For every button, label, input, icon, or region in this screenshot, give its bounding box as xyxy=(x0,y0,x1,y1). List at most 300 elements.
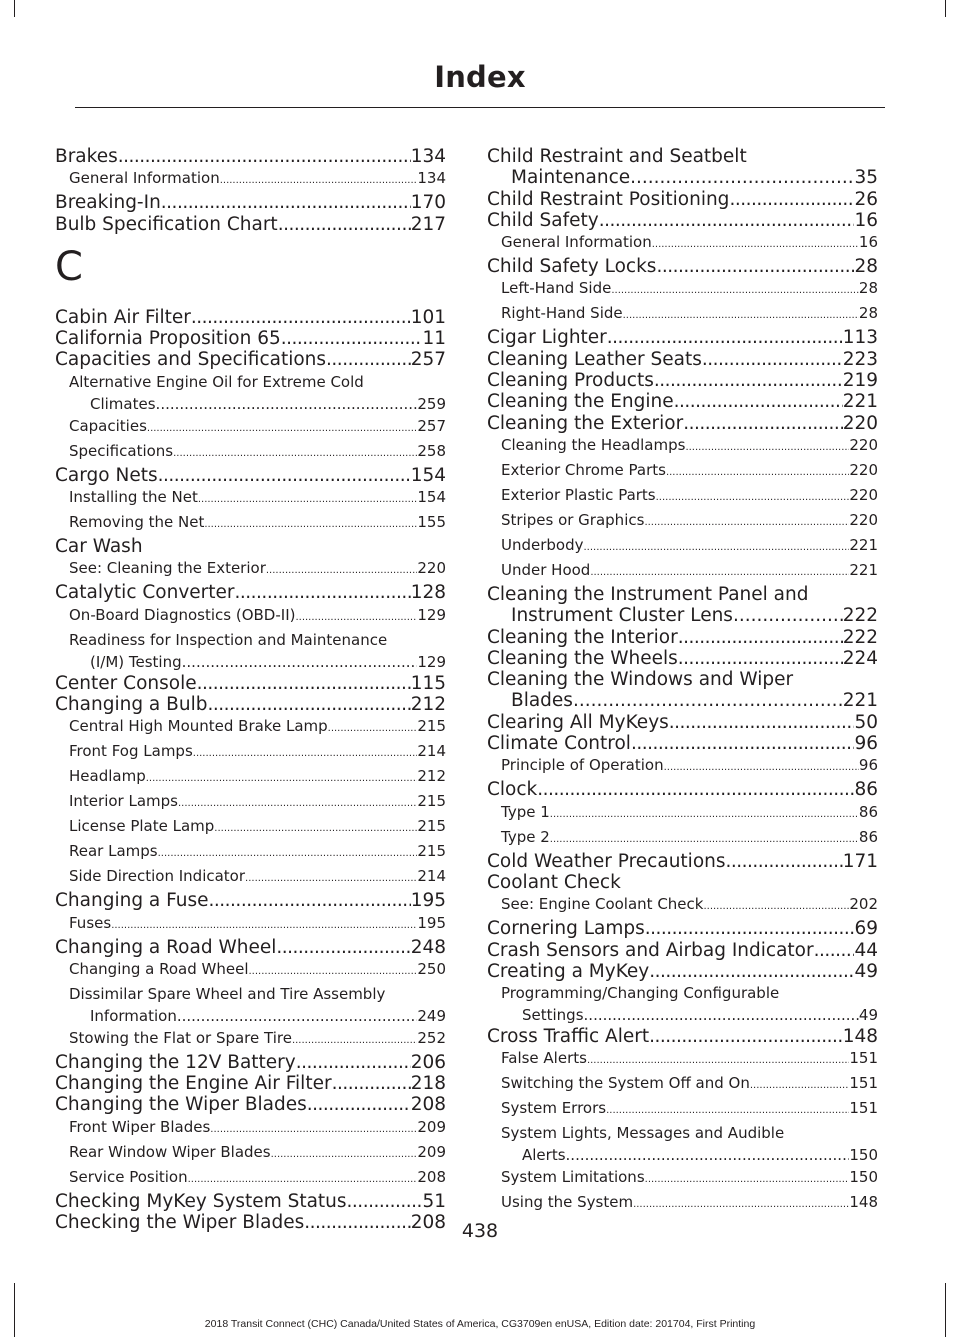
index-entry-text: Right-Hand Side xyxy=(501,304,623,323)
index-entry[interactable] xyxy=(487,779,878,800)
index-entry-text: Stowing the Flat or Spare Tire xyxy=(69,1028,292,1047)
index-subentry[interactable] xyxy=(487,559,878,584)
dot-leader xyxy=(182,651,418,673)
index-page-ref: 69 xyxy=(854,918,878,940)
index-entry-row xyxy=(487,779,878,800)
index-page-ref: 257 xyxy=(410,349,446,371)
index-subentry[interactable] xyxy=(55,790,446,815)
index-entry-text: Child Safety xyxy=(487,209,599,231)
index-entry-row xyxy=(487,1191,878,1216)
dot-leader xyxy=(198,489,418,511)
index-entry-row xyxy=(487,256,878,277)
dot-leader xyxy=(197,673,411,694)
index-entry-row xyxy=(487,851,878,872)
dot-leader xyxy=(726,851,843,872)
index-subentry[interactable] xyxy=(55,765,446,790)
index-entry-text: Front Fog Lamps xyxy=(69,742,193,761)
dot-leader xyxy=(271,1144,418,1166)
index-page-ref: 148 xyxy=(842,1026,878,1048)
index-entry-text: General Information xyxy=(501,233,652,252)
index-entry-row xyxy=(55,307,446,328)
index-entry-text: Cleaning the Interior xyxy=(487,626,678,648)
index-page-ref: 28 xyxy=(858,304,878,323)
index-entry-text: False Alerts xyxy=(501,1049,587,1068)
dot-leader xyxy=(281,328,423,349)
index-entry[interactable] xyxy=(55,1052,446,1073)
index-entry[interactable] xyxy=(55,1191,446,1212)
index-entry-text: Headlamp xyxy=(69,767,146,786)
index-page-ref: 221 xyxy=(842,391,878,413)
index-subentry[interactable] xyxy=(487,434,878,459)
index-entry-row xyxy=(55,912,446,937)
index-entry-row xyxy=(55,958,446,983)
index-entry-row xyxy=(487,509,878,534)
index-entry[interactable] xyxy=(487,733,878,754)
index-entry-continuation: Settings xyxy=(522,1006,584,1025)
index-page-ref: 222 xyxy=(842,605,878,627)
dot-leader xyxy=(188,1169,418,1191)
index-entry-text: Child Safety Locks xyxy=(487,256,657,278)
index-entry[interactable] xyxy=(487,584,878,627)
dot-leader xyxy=(111,915,417,937)
index-entry-text: Catalytic Converter xyxy=(55,582,235,604)
index-entry-row xyxy=(487,210,878,231)
index-entry-row xyxy=(55,765,446,790)
index-page-ref: 170 xyxy=(410,192,446,214)
dot-leader xyxy=(685,437,849,459)
index-entry[interactable] xyxy=(55,890,446,911)
index-entry-text: Changing a Bulb xyxy=(55,693,208,715)
index-entry[interactable] xyxy=(487,648,878,669)
index-entry[interactable] xyxy=(487,669,878,712)
index-page-ref: 150 xyxy=(849,1168,878,1187)
index-subentry[interactable] xyxy=(55,511,446,536)
index-entry-text: Service Position xyxy=(69,1167,188,1186)
dot-leader xyxy=(207,694,410,715)
index-page-ref: 215 xyxy=(417,817,446,836)
index-page-ref: 129 xyxy=(417,605,446,624)
index-entry-row xyxy=(55,651,446,673)
index-entry[interactable] xyxy=(487,327,878,348)
dot-leader xyxy=(606,1100,849,1122)
index-page-ref: 220 xyxy=(849,485,878,504)
index-entry-text: Dissimilar Spare Wheel and Tire Assembly xyxy=(69,984,386,1003)
dot-leader xyxy=(587,1050,849,1072)
index-entry-row xyxy=(487,940,878,961)
dot-leader xyxy=(296,1052,411,1073)
index-entry-text: Clock xyxy=(487,779,538,801)
index-entry[interactable] xyxy=(55,937,446,958)
index-entry-row xyxy=(55,694,446,715)
index-entry[interactable] xyxy=(487,940,878,961)
index-entry-text: Front Wiper Blades xyxy=(69,1117,211,1136)
index-entry-row xyxy=(487,534,878,559)
index-entry-text: Capacities xyxy=(69,416,147,435)
dot-leader xyxy=(814,940,855,961)
dot-leader xyxy=(678,648,843,669)
index-page-ref: 250 xyxy=(417,959,446,978)
dot-leader xyxy=(566,1144,850,1166)
index-entry-text: Side Direction Indicator xyxy=(69,867,246,886)
index-page-ref: 96 xyxy=(858,756,878,775)
index-page-ref: 195 xyxy=(410,890,446,912)
index-entry-row xyxy=(487,627,878,648)
dot-leader xyxy=(649,961,854,982)
index-entry-text: Stripes or Graphics xyxy=(501,510,645,529)
index-entry-text: Underbody xyxy=(501,535,584,554)
index-entry-text: Creating a MyKey xyxy=(487,960,650,982)
index-entry-text: Using the System xyxy=(501,1193,634,1212)
index-entry[interactable] xyxy=(487,872,878,893)
footer-text: 2018 Transit Connect (CHC) Canada/United States of America, CG3709en enUSA, Edition date: 201704, First Printing xyxy=(204,1318,756,1330)
index-subentry[interactable] xyxy=(55,167,446,192)
dot-leader xyxy=(584,1004,859,1026)
index-entry-row xyxy=(487,1026,878,1047)
index-entry[interactable] xyxy=(487,961,878,982)
index-page-ref: 208 xyxy=(410,1212,446,1234)
dot-leader xyxy=(147,418,417,440)
index-entry-text: Exterior Chrome Parts xyxy=(501,460,666,479)
dot-leader xyxy=(750,1075,850,1097)
index-subentry[interactable] xyxy=(487,231,878,256)
index-entry-row xyxy=(487,605,878,626)
index-entry-text: Cleaning Products xyxy=(487,370,654,392)
index-page-ref: 16 xyxy=(854,209,878,231)
header-rule xyxy=(75,107,885,108)
index-entry[interactable] xyxy=(55,307,446,328)
index-subentry[interactable] xyxy=(487,1122,878,1166)
index-entry[interactable] xyxy=(55,1094,446,1115)
index-entry-row xyxy=(55,840,446,865)
index-page-ref: 49 xyxy=(854,960,878,982)
index-entry-text: Child Restraint and Seatbelt xyxy=(487,146,747,167)
index-entry-text: License Plate Lamp xyxy=(69,817,215,836)
dot-leader xyxy=(307,1094,411,1115)
index-page-ref: 86 xyxy=(854,779,878,801)
index-entry[interactable] xyxy=(487,189,878,210)
index-subentry[interactable] xyxy=(487,509,878,534)
index-entry-row xyxy=(487,1004,878,1026)
index-entry[interactable] xyxy=(55,582,446,603)
index-entry[interactable] xyxy=(487,1026,878,1047)
index-entry[interactable] xyxy=(55,214,446,235)
index-page-ref: 96 xyxy=(854,733,878,755)
index-entry-row xyxy=(55,1027,446,1052)
index-page-ref: 26 xyxy=(854,188,878,210)
index-page-ref: 257 xyxy=(417,416,446,435)
index-entry-row xyxy=(487,918,878,939)
index-subentry[interactable] xyxy=(55,557,446,582)
index-subentry[interactable] xyxy=(55,440,446,465)
index-page-ref: 115 xyxy=(410,672,446,694)
index-page-ref: 28 xyxy=(854,256,878,278)
dot-leader xyxy=(235,582,411,603)
dot-leader xyxy=(214,818,417,840)
index-entry[interactable] xyxy=(487,370,878,391)
index-entry-row xyxy=(487,484,878,509)
dot-leader xyxy=(611,280,859,302)
dot-leader xyxy=(209,890,411,911)
index-entry-text: Cabin Air Filter xyxy=(55,306,191,328)
index-page-ref: 44 xyxy=(854,939,878,961)
dot-leader xyxy=(550,829,859,851)
index-page-ref: 209 xyxy=(417,1117,446,1136)
index-entry-row xyxy=(55,328,446,349)
index-subentry[interactable] xyxy=(487,982,878,1026)
dot-leader xyxy=(191,307,411,328)
index-entry[interactable] xyxy=(487,851,878,872)
index-subentry[interactable] xyxy=(487,277,878,302)
dot-leader xyxy=(584,537,850,559)
index-entry-text: Interior Lamps xyxy=(69,792,178,811)
index-page-ref: 258 xyxy=(417,441,446,460)
index-entry-row xyxy=(55,890,446,911)
dot-leader xyxy=(631,733,855,754)
index-page-ref: 154 xyxy=(410,464,446,486)
index-entry-continuation: Alerts xyxy=(522,1146,566,1165)
index-entry-text: Cleaning the Engine xyxy=(487,391,674,413)
index-entry-text: Switching the System Off and On xyxy=(501,1074,750,1093)
index-page-ref: 218 xyxy=(410,1073,446,1095)
index-page-ref: 208 xyxy=(410,1094,446,1116)
index-subentry[interactable] xyxy=(487,302,878,327)
index-subentry[interactable] xyxy=(55,486,446,511)
index-entry-row xyxy=(55,1191,446,1212)
index-page-ref: 252 xyxy=(417,1028,446,1047)
index-entry-text: On-Board Diagnostics (OBD-II) xyxy=(69,605,296,624)
index-entry[interactable] xyxy=(487,918,878,939)
index-page-ref: 51 xyxy=(422,1190,446,1212)
index-subentry[interactable] xyxy=(487,534,878,559)
index-entry[interactable] xyxy=(55,673,446,694)
index-entry-text: Cleaning the Exterior xyxy=(487,412,684,434)
index-entry-row xyxy=(487,1166,878,1191)
index-entry-text: Changing the Wiper Blades xyxy=(55,1094,307,1116)
index-entry-row xyxy=(487,961,878,982)
index-page-ref: 150 xyxy=(849,1146,878,1165)
index-entry-row xyxy=(487,167,878,188)
index-subentry[interactable] xyxy=(55,371,446,415)
index-entry-row xyxy=(55,349,446,370)
index-entry-text: Cleaning the Windows and Wiper xyxy=(487,669,794,691)
index-entry-text: Center Console xyxy=(55,672,197,694)
dot-leader xyxy=(295,607,417,629)
dot-leader xyxy=(278,214,411,235)
index-page-ref: 220 xyxy=(842,412,878,434)
dot-leader xyxy=(249,961,418,983)
index-entry-row xyxy=(55,465,446,486)
index-subentry[interactable] xyxy=(487,1072,878,1097)
index-entry-text: Under Hood xyxy=(501,560,591,579)
index-page-ref: 101 xyxy=(410,306,446,328)
index-entry[interactable] xyxy=(55,146,446,167)
index-entry[interactable] xyxy=(487,210,878,231)
index-entry-row xyxy=(55,604,446,629)
index-column-left xyxy=(55,146,446,1233)
index-subentry[interactable] xyxy=(55,1166,446,1191)
index-section-letter: C xyxy=(55,243,83,290)
index-page-ref: 223 xyxy=(842,348,878,370)
index-entry-row xyxy=(487,690,878,711)
dot-leader xyxy=(158,465,411,486)
dot-leader xyxy=(266,560,417,582)
dot-leader xyxy=(590,562,849,584)
index-subentry[interactable] xyxy=(55,958,446,983)
index-entry[interactable] xyxy=(55,536,446,557)
dot-leader xyxy=(644,512,849,534)
index-entry[interactable] xyxy=(487,712,878,733)
index-subentry[interactable] xyxy=(55,629,446,673)
index-entry-text: System Lights, Messages and Audible xyxy=(501,1124,785,1143)
index-page-ref: 151 xyxy=(849,1049,878,1068)
index-page-ref: 134 xyxy=(417,169,446,188)
index-entry-text: General Information xyxy=(69,169,220,188)
dot-leader xyxy=(656,487,850,509)
index-subentry[interactable] xyxy=(55,1027,446,1052)
index-entry-continuation: Blades xyxy=(511,690,573,712)
index-subentry[interactable] xyxy=(487,1166,878,1191)
index-entry-row xyxy=(55,740,446,765)
index-entry-row xyxy=(55,1073,446,1094)
dot-leader xyxy=(702,349,843,370)
index-page-ref: 49 xyxy=(858,1006,878,1025)
index-entry-row xyxy=(487,434,878,459)
index-entry[interactable] xyxy=(55,694,446,715)
index-entry-row xyxy=(55,937,446,958)
index-entry-text: Brakes xyxy=(55,146,118,167)
index-entry-row xyxy=(55,511,446,536)
dot-leader xyxy=(729,189,854,210)
dot-leader xyxy=(633,1194,849,1216)
index-subentry[interactable] xyxy=(55,740,446,765)
index-page-ref: 220 xyxy=(417,559,446,578)
index-entry-text: Changing the 12V Battery xyxy=(55,1051,296,1073)
index-entry[interactable] xyxy=(487,256,878,277)
index-page-ref: 171 xyxy=(842,850,878,872)
index-entry-text: Checking the Wiper Blades xyxy=(55,1212,305,1234)
index-subentry[interactable] xyxy=(487,484,878,509)
index-entry-text: Changing a Road Wheel xyxy=(69,959,249,978)
index-entry[interactable] xyxy=(487,391,878,412)
index-subentry[interactable] xyxy=(55,715,446,740)
dot-leader xyxy=(173,443,417,465)
index-page-ref: 221 xyxy=(849,535,878,554)
index-entry[interactable] xyxy=(487,349,878,370)
index-entry-text: Changing a Road Wheel xyxy=(55,936,277,958)
index-page-ref: 86 xyxy=(858,802,878,821)
index-entry-text: Cold Weather Precautions xyxy=(487,850,726,872)
index-entry-row xyxy=(55,1094,446,1115)
index-entry[interactable] xyxy=(55,1073,446,1094)
index-subentry[interactable] xyxy=(487,826,878,851)
index-page-ref: 113 xyxy=(842,327,878,349)
index-subentry[interactable] xyxy=(487,754,878,779)
index-entry-row xyxy=(487,370,878,391)
index-entry[interactable] xyxy=(55,465,446,486)
index-entry-row xyxy=(487,648,878,669)
dot-leader xyxy=(156,393,418,415)
dot-leader xyxy=(118,146,411,167)
index-entry-text: System Limitations xyxy=(501,1168,645,1187)
dot-leader xyxy=(678,627,843,648)
index-subentry[interactable] xyxy=(487,1047,878,1072)
index-subentry[interactable] xyxy=(55,815,446,840)
index-entry[interactable] xyxy=(487,413,878,434)
index-entry[interactable] xyxy=(55,349,446,370)
index-page-ref: 128 xyxy=(410,582,446,604)
index-subentry[interactable] xyxy=(487,801,878,826)
index-subentry[interactable] xyxy=(487,1097,878,1122)
index-subentry[interactable] xyxy=(55,912,446,937)
index-subentry[interactable] xyxy=(55,983,446,1027)
index-entry-text: Capacities and Specifications xyxy=(55,349,327,371)
index-page-ref: 148 xyxy=(849,1193,878,1212)
index-entry-text: Coolant Check xyxy=(487,871,621,893)
index-entry[interactable] xyxy=(55,192,446,213)
index-subentry[interactable] xyxy=(487,1191,878,1216)
index-entry-row xyxy=(487,1047,878,1072)
index-entry-continuation: Climates xyxy=(90,394,156,413)
index-entry-text: Removing the Net xyxy=(69,513,205,532)
dot-leader xyxy=(210,1119,417,1141)
index-entry-row xyxy=(55,1052,446,1073)
dot-leader xyxy=(332,1073,411,1094)
index-entry-row xyxy=(487,277,878,302)
index-entry-row xyxy=(55,865,446,890)
index-page-ref: 155 xyxy=(417,513,446,532)
index-entry-row xyxy=(487,801,878,826)
index-subentry[interactable] xyxy=(55,1116,446,1141)
index-entry-row xyxy=(487,754,878,779)
index-subentry[interactable] xyxy=(487,893,878,918)
index-entry-row xyxy=(487,1097,878,1122)
index-page-ref: 259 xyxy=(417,394,446,413)
index-page-ref: 151 xyxy=(849,1074,878,1093)
index-entry[interactable] xyxy=(487,146,878,189)
index-page-ref: 212 xyxy=(417,767,446,786)
index-subentry[interactable] xyxy=(55,1141,446,1166)
index-subentry[interactable] xyxy=(55,415,446,440)
index-subentry[interactable] xyxy=(55,840,446,865)
dot-leader xyxy=(630,167,854,188)
index-entry-text: Cigar Lighter xyxy=(487,327,607,349)
index-subentry[interactable] xyxy=(55,604,446,629)
index-subentry[interactable] xyxy=(487,459,878,484)
index-entry[interactable] xyxy=(487,627,878,648)
index-entry-row xyxy=(55,582,446,603)
index-page-ref: 28 xyxy=(858,279,878,298)
index-entry-text: California Proposition 65 xyxy=(55,328,281,350)
crop-mark-top-right xyxy=(945,0,946,17)
index-page-ref: 215 xyxy=(417,717,446,736)
dot-leader xyxy=(652,234,859,256)
index-subentry[interactable] xyxy=(55,865,446,890)
index-entry-text: Changing the Engine Air Filter xyxy=(55,1073,332,1095)
index-page-ref: 214 xyxy=(417,867,446,886)
index-page-ref: 209 xyxy=(417,1142,446,1161)
index-entry-text: Crash Sensors and Airbag Indicator xyxy=(487,939,814,961)
index-entry-text: Changing a Fuse xyxy=(55,890,209,912)
index-entry-row xyxy=(55,440,446,465)
index-entry-continuation: (I/M) Testing xyxy=(90,652,182,671)
index-page-ref: 195 xyxy=(417,913,446,932)
dot-leader xyxy=(664,757,859,779)
index-entry-text: Central High Mounted Brake Lamp xyxy=(69,717,328,736)
index-entry-text: Alternative Engine Oil for Extreme Cold xyxy=(69,372,364,391)
dot-leader xyxy=(220,170,418,192)
index-entry[interactable] xyxy=(55,328,446,349)
index-entry-text: Breaking-In xyxy=(55,192,161,214)
